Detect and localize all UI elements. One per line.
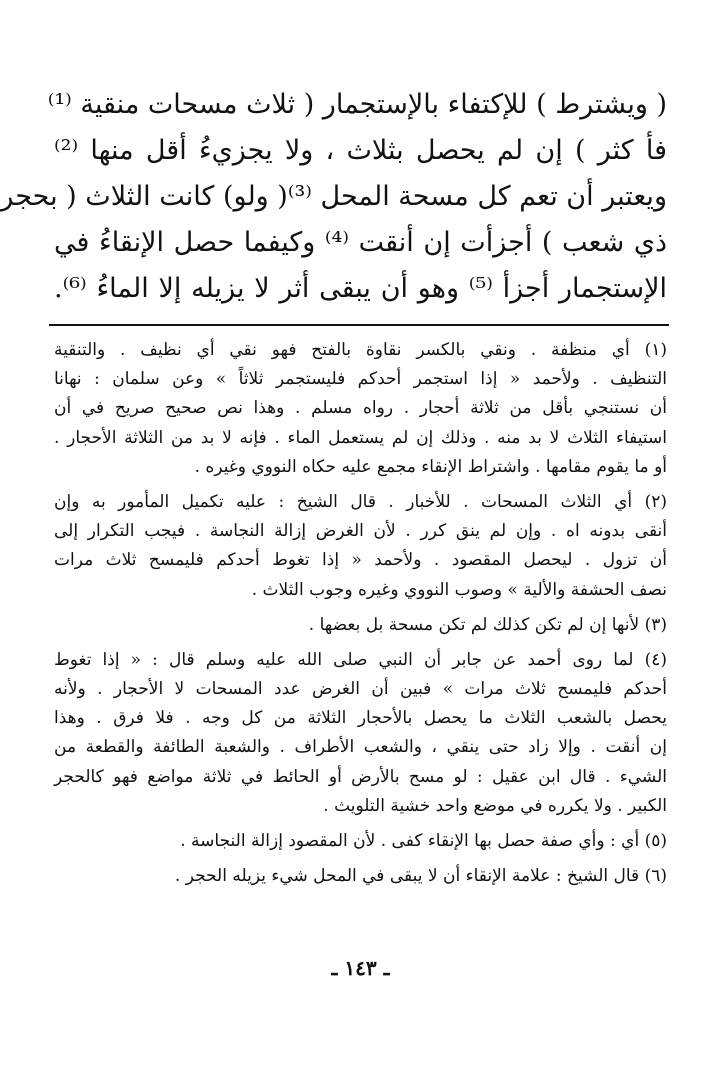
footnote-line: (٤) لما روى أحمد عن جابر أن النبي صلى الله عليه وسلم قال : « إذا تغوط — [54, 649, 667, 670]
main-text-line: فأ كثر ) إن لم يحصل بثلاث ، ولا يجزيءُ أقل منها ⁽²⁾ — [54, 135, 667, 166]
footnote-line: أو ما يقوم مقامها . واشتراط الإنقاء مجمع عليه حكاه النووي وغيره . — [194, 456, 667, 477]
footnote-line: استيفاء الثلاث لا بد منه . وذلك إن لم يستعمل الماء . فإنه لا بد من الثلاثة الأحجار . — [54, 427, 667, 448]
footnote-4 — [54, 646, 667, 821]
footnote-line: (٦) قال الشيخ : علامة الإنقاء أن لا يبقى في المحل شيء يزيله الحجر . — [174, 866, 667, 887]
footnote-line: التنظيف . ولأحمد « إذا استجمر أحدكم فليستجمر ثلاثاً » وعن سلمان : نهانا — [54, 369, 667, 390]
main-text-line: الإستجمار أجزأ ⁽⁵⁾ وهو أن يبقى أثر لا يزيله إلا الماءُ ⁽⁶⁾. — [54, 273, 667, 304]
footnote-line: الشيء . قال ابن عقيل : لو مسح بالأرض أو الحائط في ثلاثة مواضع فهو كالحجر — [54, 766, 667, 787]
footnote-3 — [54, 611, 667, 640]
footnote-line: (٢) أي الثلاث المسحات . للأخبار . قال الشيخ : عليه تكميل المأمور به وإن — [54, 491, 667, 512]
footnotes-section — [54, 336, 667, 897]
main-text-line: ذي شعب ) أجزأت إن أنقت ⁽⁴⁾ وكيفما حصل الإنقاءُ في — [54, 227, 667, 258]
footnote-line: أنقى بدونه اه . وإن لم ينق كرر . لأن الغرض إزالة النجاسة . فيجب التكرار إلى — [54, 521, 667, 542]
footnote-line: أن تزول . ليحصل المقصود . ولأحمد « إذا تغوط أحدكم فليمسح ثلاث مرات — [54, 550, 667, 571]
main-text-block — [0, 82, 667, 312]
main-text-line: ( ويشترط ) للإكتفاء بالإستجمار ( ثلاث مسحات منقية ⁽¹⁾ — [47, 89, 667, 120]
footnote-line: إن أنقت . وإلا زاد حتى ينقي ، والشعب الأطراف . والشعبة الطائفة والقطعة من — [54, 737, 667, 758]
footnote-1 — [54, 336, 667, 482]
page-number: ـ ١٤٣ ـ — [331, 956, 390, 980]
main-text-line: ويعتبر أن تعم كل مسحة المحل ⁽³⁾( ولو) كانت الثلاث ( بحجر — [0, 181, 667, 212]
footnote-line: نصف الحشفة والألية » وصوب النووي وغيره وجوب الثلاث . — [251, 579, 667, 600]
footnote-line: الكبير . ولا يكرره في موضع واحد خشية التلويث . — [323, 795, 667, 816]
footnote-2 — [54, 488, 667, 605]
footnote-line: (١) أي منظفة . ونقي بالكسر نقاوة بالفتح فهو نقي أي نظيف . والتنقية — [54, 340, 667, 360]
footnote-line: أحدكم فليمسح ثلاث مرات » فبين أن الغرض عدد المسحات لا الأحجار . ولأنه — [54, 679, 667, 700]
footnote-line: أن نستنجي بأقل من ثلاثة أحجار . رواه مسلم . وهذا نص صحيح صريح في أن — [54, 398, 667, 419]
footnote-line: (٥) أي : وأي صفة حصل بها الإنقاء كفى . لأن المقصود إزالة النجاسة . — [180, 831, 667, 851]
footnote-6 — [54, 862, 667, 891]
footnote-line: يحصل بالشعب الثلاث ما يحصل بالأحجار الثلاثة من كل وجه . فلا فرق . وهذا — [54, 708, 667, 729]
footnote-divider — [49, 324, 669, 326]
footnote-line: (٣) لأنها إن لم تكن كذلك لم تكن مسحة بل بعضها . — [308, 614, 667, 635]
footnote-5 — [54, 827, 667, 856]
